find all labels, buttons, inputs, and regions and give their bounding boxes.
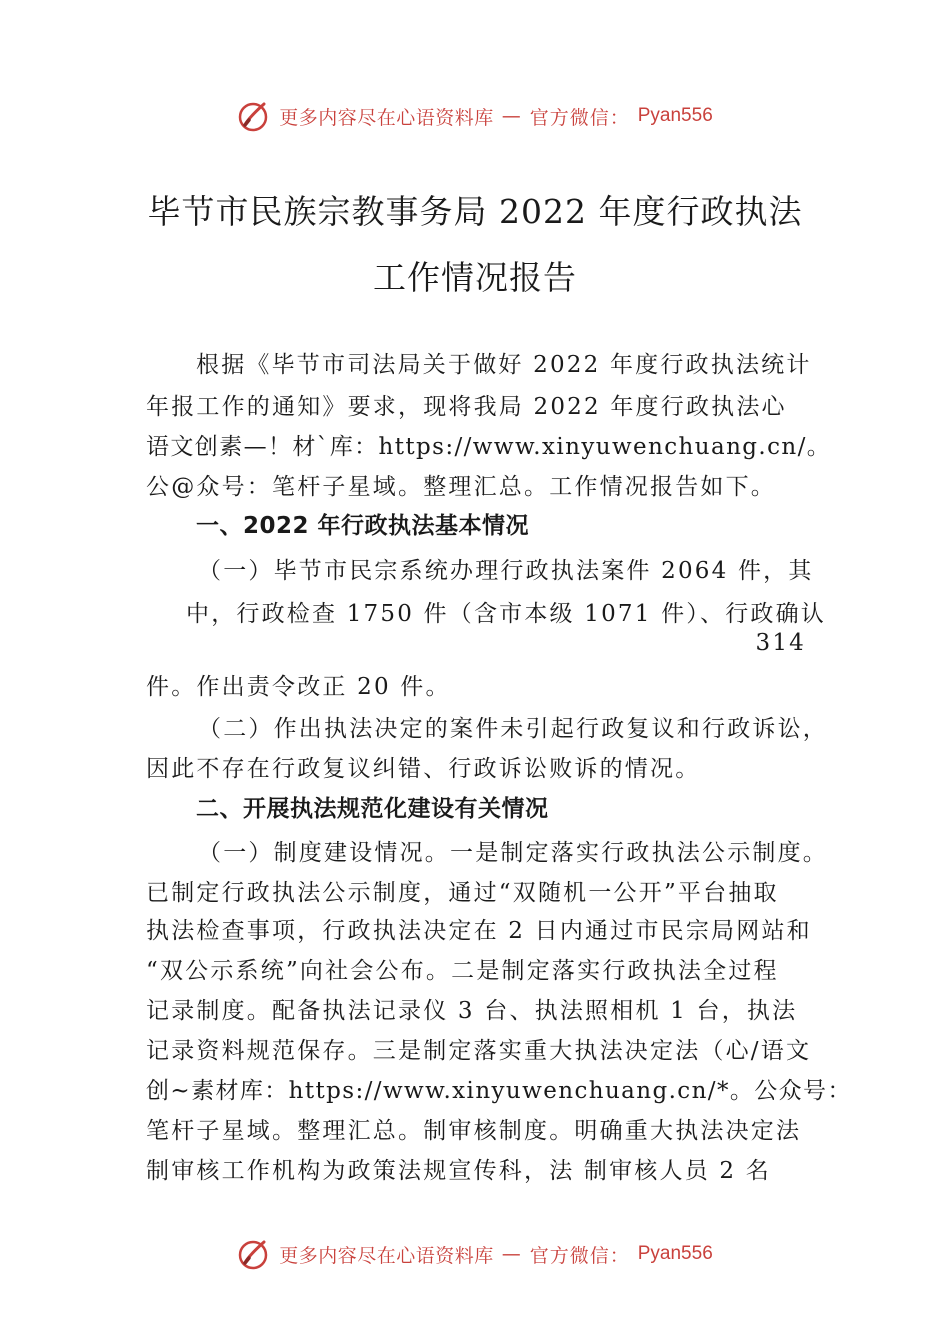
body-line: 记录制度。配备执法记录仪 3 台、执法照相机 1 台，执法 (146, 998, 798, 1024)
body-line: 执法检查事项，行政执法决定在 2 日内通过市民宗局网站和 (146, 918, 812, 944)
banner-wechat-label: 官方微信： (529, 106, 630, 129)
body-line: （一）制度建设情况。一是制定落实行政执法公示制度。 (198, 840, 828, 866)
brush-logo-icon (237, 1237, 271, 1271)
banner-wechat-handle: Pyan556 (637, 105, 713, 126)
body-line: 记录资料规范保存。三是制定落实重大执法决定法（心/语文 (146, 1038, 812, 1064)
body-line: 中，行政检查 1750 件（含市本级 1071 件）、行政确认 (186, 601, 827, 627)
body-line: 制审核工作机构为政策法规宣传科，法 制审核人员 2 名 (146, 1158, 771, 1184)
section-heading: 二、开展执法规范化建设有关情况 (196, 796, 549, 822)
body-line: 创~素材库：https://www.xinyuwenchuang.cn/*。公众号： (146, 1078, 852, 1104)
document-title-line-2: 工作情况报告 (373, 258, 577, 297)
brush-logo-icon (237, 99, 271, 133)
banner-wechat-label: 官方微信： (529, 1244, 630, 1267)
footer-banner (0, 1234, 950, 1274)
body-line: 笔杆子星域。整理汇总。制审核制度。明确重大执法决定法 (146, 1118, 802, 1144)
section-heading: 一、2022 年行政执法基本情况 (196, 513, 530, 539)
header-banner (0, 96, 950, 136)
body-line: 公@众号：笔杆子星域。整理汇总。工作情况报告如下。 (146, 474, 776, 500)
body-line: 314 (755, 630, 806, 656)
banner-brand: 更多内容尽在心语资料库 (279, 1244, 494, 1267)
body-line: 因此不存在行政复议纠错、行政诉讼败诉的情况。 (146, 756, 701, 782)
body-line: （一）毕节市民宗系统办理行政执法案件 2064 件，其 (198, 558, 814, 584)
banner-separator: — (501, 105, 522, 127)
body-line: “双公示系统”向社会公布。二是制定落实行政执法全过程 (146, 958, 779, 984)
body-line: 已制定行政执法公示制度，通过“双随机一公开”平台抽取 (146, 880, 779, 906)
body-line: 件。作出责令改正 20 件。 (146, 674, 451, 700)
body-line: 语文创素—！材`库：https://www.xinyuwenchuang.cn/。 (146, 434, 832, 460)
document-title-line-1: 毕节市民族宗教事务局 2022 年度行政执法 (147, 192, 803, 231)
banner-separator: — (501, 1243, 522, 1265)
banner-brand: 更多内容尽在心语资料库 (279, 106, 494, 129)
body-line: 年报工作的通知》要求，现将我局 2022 年度行政执法心 (146, 394, 787, 420)
banner-wechat-handle: Pyan556 (637, 1243, 713, 1264)
body-line: 根据《毕节市司法局关于做好 2022 年度行政执法统计 (196, 352, 812, 378)
body-line: （二）作出执法决定的案件未引起行政复议和行政诉讼， (198, 716, 828, 742)
